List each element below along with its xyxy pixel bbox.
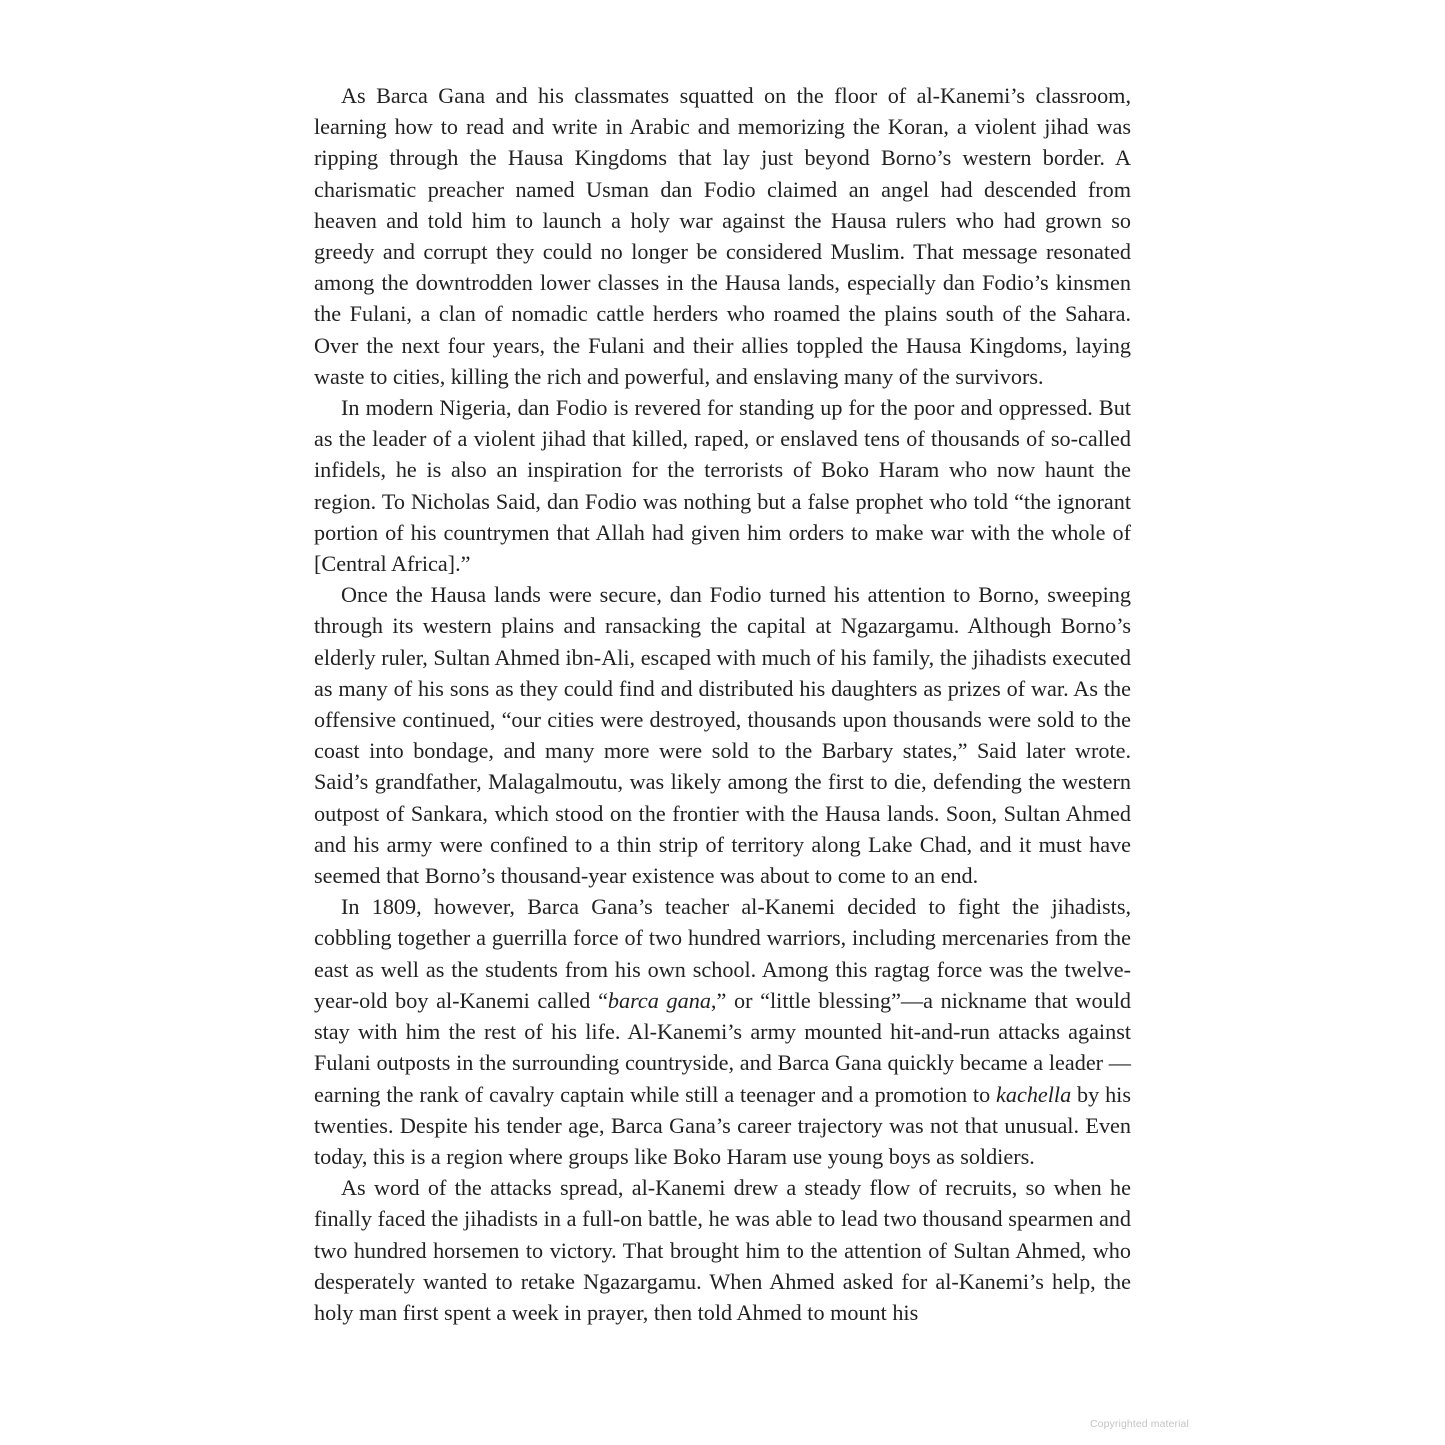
paragraph-text: by his twenties. Despite his tender age, Barca Gana’s career trajectory was not that unusual. Even today, this is a region where groups like Boko Haram use young boys as soldiers.	[314, 1081, 1131, 1169]
paragraph-text: As Barca Gana and his classmates squatted on the floor of al-Kanemi’s classroom, learning how to read and write in Arabic and memorizing the Koran, a violent jihad was ripping through the Hausa Kingdoms that lay just beyond Borno’s western border. A charismatic preacher named Usman dan Fodio claimed an angel had descended from heaven and told him to launch a holy war against the Hausa rulers who had grown so greedy and corrupt they could no longer be considered Muslim. That message resonated among the downtrodden lower classes in the Hausa lands, especially dan Fodio’s kinsmen the Fulani, a clan of nomadic cattle herders who roamed the plains south of the Sahara. Over the next four years, the Fulani and their allies toppled the Hausa Kingdoms, laying waste to cities, killing the rich and powerful, and enslaving many of the survivors.	[314, 83, 1131, 389]
paragraph-text: ,” or “little blessing”—a nickname that would stay with him the rest of his life. Al-Kanemi’s army mounted hit-and-run attacks against Fulani outposts in the surrounding countryside, and Barca Gana quickly became a leader —earning the rank of cavalry captain while still a teenager and a promotion to	[314, 987, 1131, 1107]
page-body	[314, 80, 1131, 1328]
paragraph	[314, 579, 1131, 891]
paragraph-text: Once the Hausa lands were secure, dan Fodio turned his attention to Borno, sweeping through its western plains and ransacking the capital at Ngazargamu. Although Borno’s elderly ruler, Sultan Ahmed ibn-Ali, escaped with much of his family, the jihadists executed as many of his sons as they could find and distributed his daughters as prizes of war. As the offensive continued, “our cities were destroyed, thousands upon thousands were sold to the coast into bondage, and many more were sold to the Barbary states,” Said later wrote. Said’s grandfather, Malagalmoutu, was likely among the first to die, defending the western outpost of Sankara, which stood on the frontier with the Hausa lands. Soon, Sultan Ahmed and his army were confined to a thin strip of territory along Lake Chad, and it must have seemed that Borno’s thousand-year existence was about to come to an end.	[314, 582, 1131, 889]
paragraph	[314, 80, 1131, 392]
paragraph-text: In modern Nigeria, dan Fodio is revered for standing up for the poor and oppressed. But as the leader of a violent jihad that killed, raped, or enslaved tens of thousands of so-called infidels, he is also an inspiration for the terrorists of Boko Haram who now haunt the region. To Nicholas Said, dan Fodio was nothing but a false prophet who told “the ignorant portion of his countrymen that Allah had given him orders to make war with the whole of [Central Africa].”	[314, 395, 1131, 577]
italic-term: barca gana	[607, 987, 711, 1013]
paragraph	[314, 392, 1131, 579]
paragraph-text: In 1809, however, Barca Gana’s teacher al-Kanemi decided to fight the jihadists, cobbling together a guerrilla force of two hundred warriors, including mercenaries from the east as well as the students from his own school. Among this ragtag force was the twelve-year-old boy al-Kanemi called “	[314, 894, 1131, 1013]
paragraph-text: As word of the attacks spread, al-Kanemi drew a steady flow of recruits, so when he finally faced the jihadists in a full-on battle, he was able to lead two thousand spearmen and two hundred horsemen to victory. That brought him to the attention of Sultan Ahmed, who desperately wanted to retake Ngazargamu. When Ahmed asked for al-Kanemi’s help, the holy man first spent a week in prayer, then told Ahmed to mount his	[314, 1175, 1131, 1325]
paragraph	[314, 891, 1131, 1172]
copyright-watermark: Copyrighted material	[1090, 1418, 1189, 1430]
italic-term: kachella	[996, 1081, 1072, 1107]
paragraph	[314, 1172, 1131, 1328]
